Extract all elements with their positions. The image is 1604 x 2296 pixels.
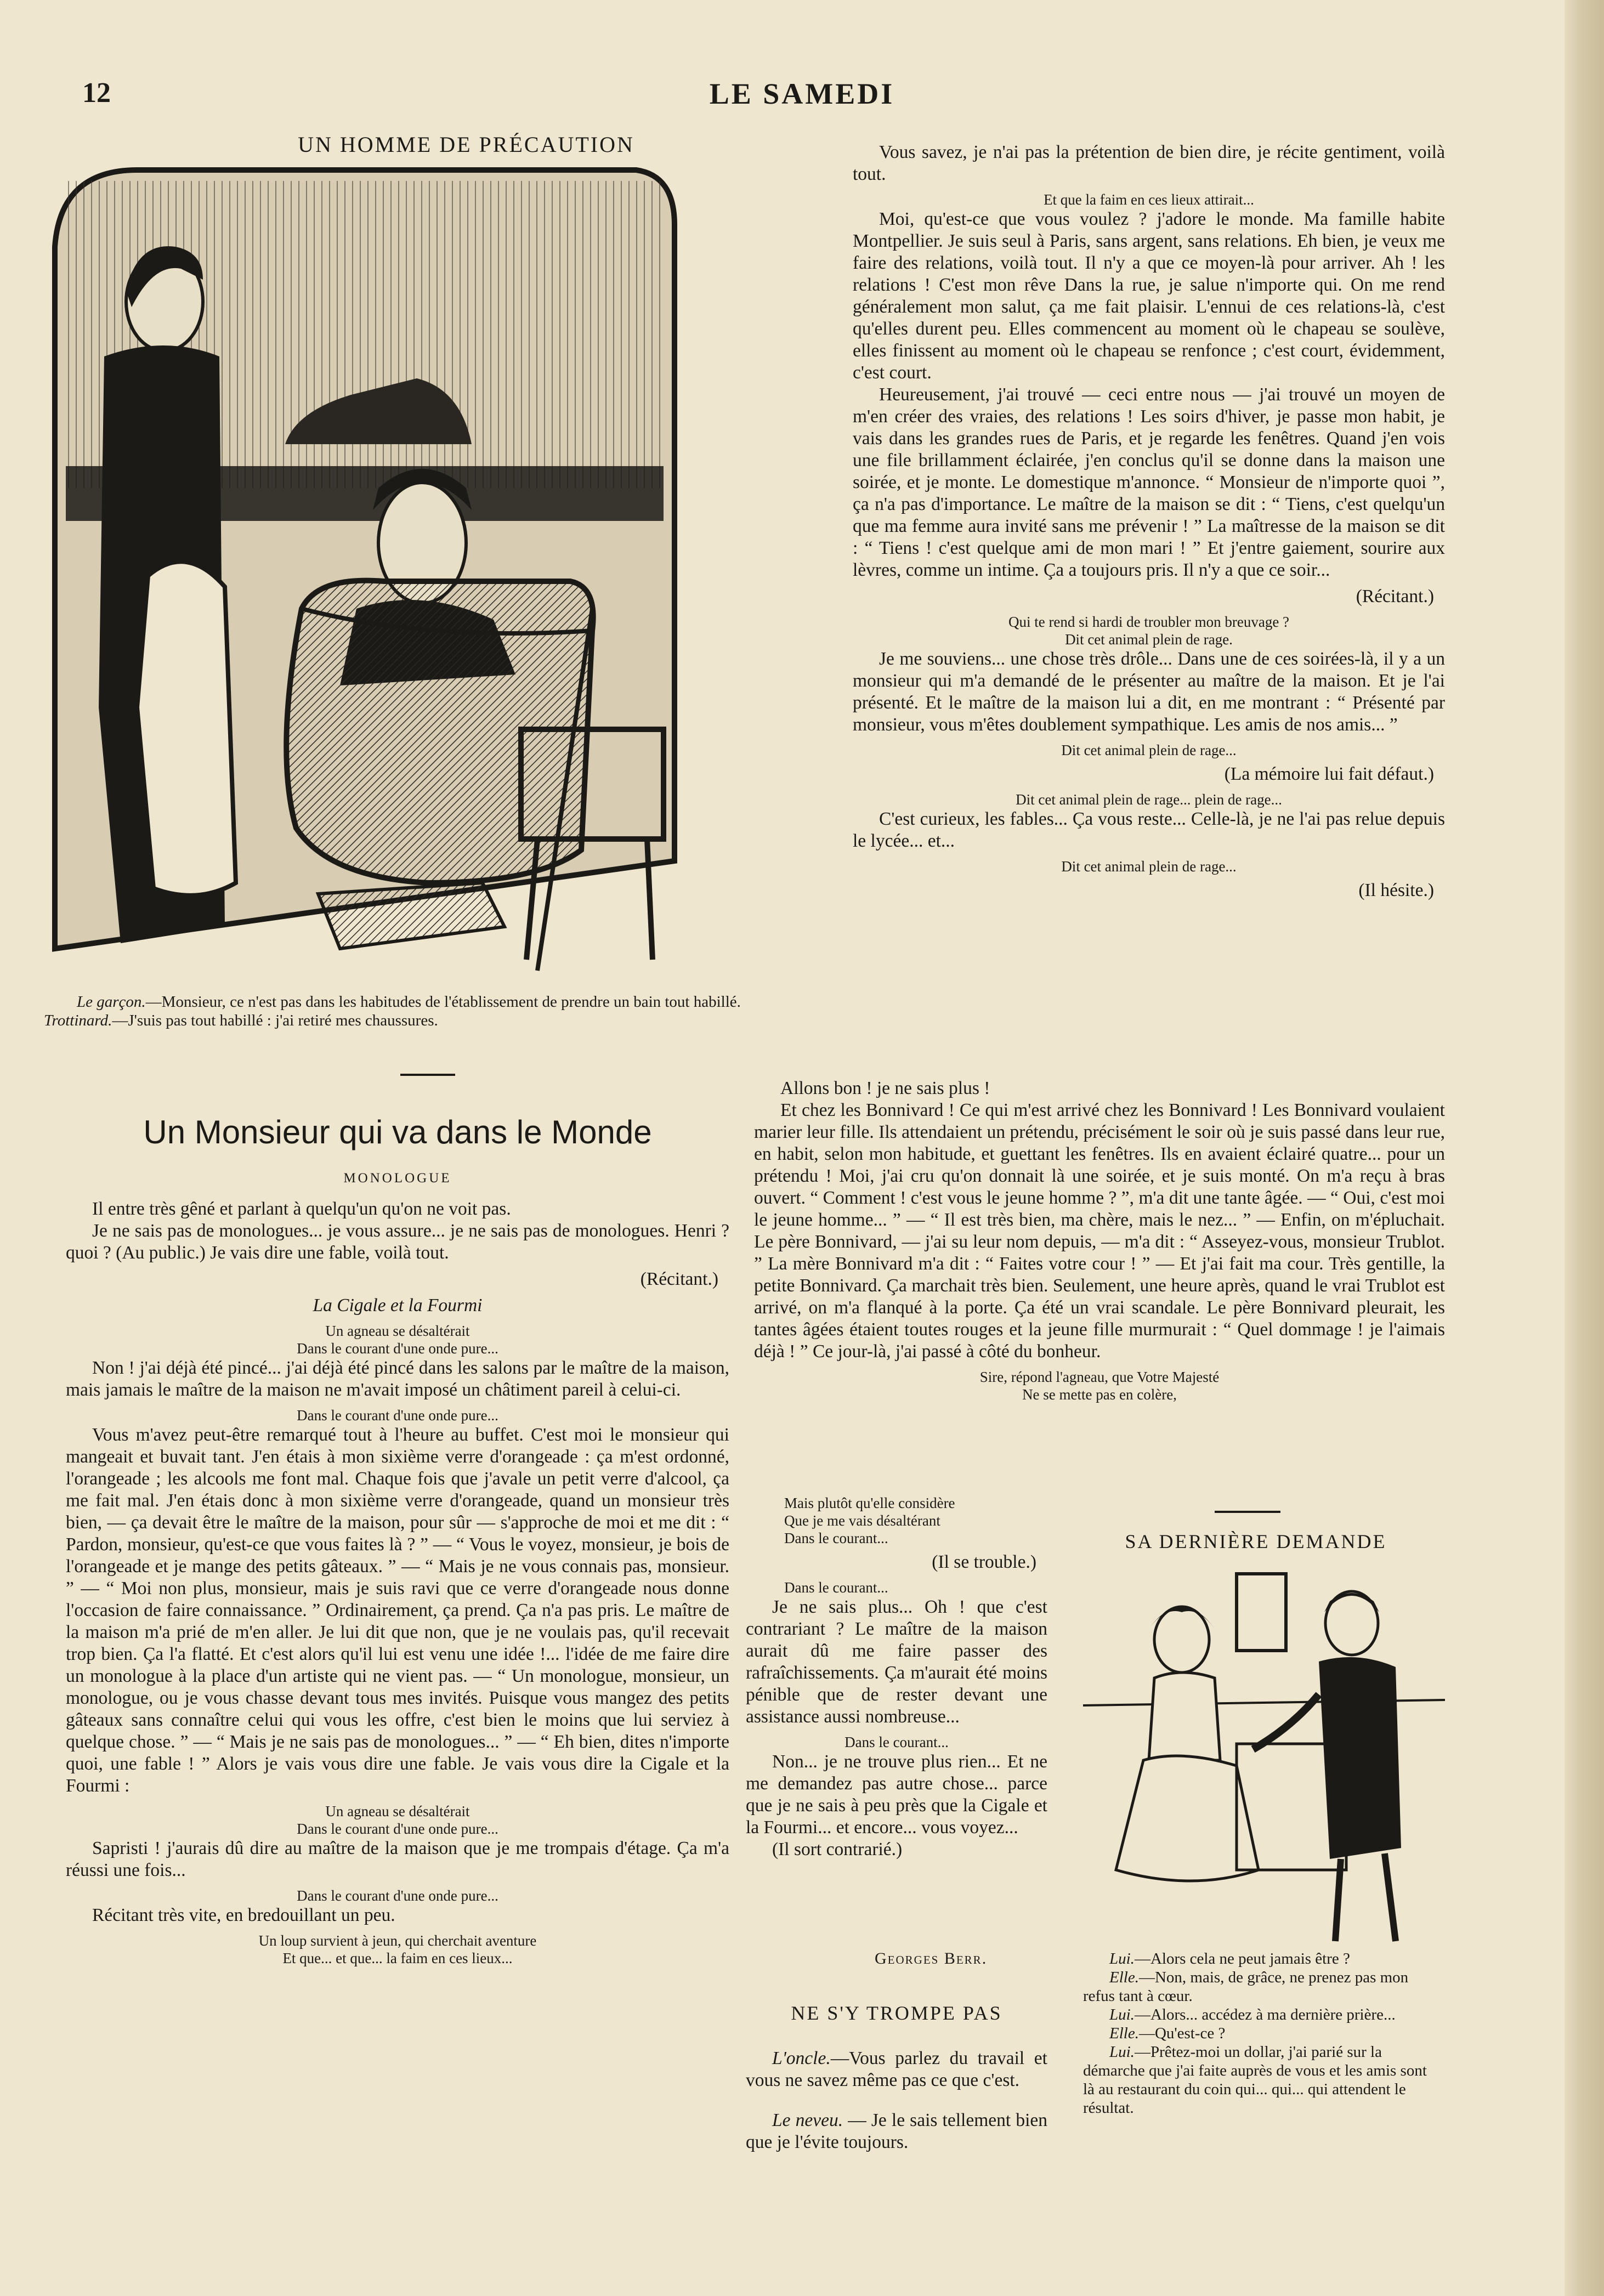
verse-line: Un agneau se désaltérait — [325, 1323, 470, 1339]
joke-text — [746, 2029, 1047, 2172]
joke-title: NE S'Y TROMPE PAS — [791, 2002, 1002, 2024]
verse-line: Dans le courant... — [784, 1530, 888, 1546]
dialogue-line-2: Elle.—Non, mais, de grâce, ne prenez pas mon refus tant à cœur. — [1083, 1969, 1409, 2005]
cartoon-caption — [44, 993, 812, 1030]
paragraph: C'est curieux, les fables... Ça vous reste... Celle-là, je ne l'ai pas relue depuis le lycée... et... — [853, 809, 1445, 851]
verse-line: Et que la faim en ces lieux attirait... — [1044, 191, 1254, 208]
verse-line: Dans le courant d'une onde pure... — [297, 1821, 498, 1837]
cartoon-title: UN HOMME DE PRÉCAUTION — [298, 132, 634, 157]
verse-line: Qui te rend si hardi de troubler mon breuvage ? — [1008, 614, 1290, 630]
stage-direction: (Il hésite.) — [1358, 880, 1434, 900]
verse-line: Dit cet animal plein de rage. — [1065, 631, 1233, 648]
paragraph: Vous savez, je n'ai pas la prétention de bien dire, je récite gentiment, voilà tout. — [853, 142, 1445, 184]
verse-line: Sire, répond l'agneau, que Votre Majesté — [979, 1369, 1220, 1385]
joke-line-2: Le neveu. — Je le sais tellement bien que je l'évite toujours. — [746, 2110, 1047, 2152]
verse-line: Dans le courant... — [844, 1734, 949, 1750]
verse-line: Dit cet animal plein de rage... — [1061, 858, 1237, 875]
paragraph: Je ne sais pas de monologues... je vous assure... je ne sais pas de monologues. Henri ? quoi ? (Au public.) Je vais dire une fable, voilà tout. — [66, 1221, 729, 1263]
monologue-right-column — [853, 141, 1445, 906]
verse-line: Un loup survient à jeun, qui cherchait aventure — [258, 1932, 537, 1949]
dialogue-line-1: Lui.—Alors cela ne peut jamais être ? — [1109, 1950, 1350, 1968]
monologue-title: Un Monsieur qui va dans le Monde — [143, 1114, 652, 1150]
stage-direction: (Il se trouble.) — [932, 1552, 1036, 1572]
verse-line: Dans le courant... — [784, 1579, 888, 1596]
couple-illustration — [1072, 1563, 1445, 1947]
paragraph: Allons bon ! je ne sais plus ! — [780, 1078, 990, 1098]
paragraph: Moi, qu'est-ce que vous voulez ? j'adore le monde. Ma famille habite Montpellier. Je suis seul à Paris, sans argent, sans relations. Eh bien, je veux me faire des relations, voilà tout. Il n'y a que ce moyen-là pour arriver. Ah ! les relations ! C'est mon rêve Dans la rue, je salue n'importe qui. On me rend généralement mon salut, ça me fait plaisir. L'ennui de ces relations-là, c'est qu'elles durent peu. Elles commencent au moment où le chapeau se soulève, elles finissent au moment où le chapeau se renfonce ; c'est court, évidemment, c'est court. — [853, 209, 1445, 383]
caption-line-2: Trottinard.—J'suis pas tout habillé : j'ai retiré mes chaussures. — [44, 1012, 438, 1029]
divider — [400, 1074, 455, 1076]
monologue-subtitle: MONOLOGUE — [343, 1171, 452, 1186]
newspaper-title: LE SAMEDI — [709, 77, 895, 110]
paragraph: Il entre très gêné et parlant à quelqu'un qu'on ne voit pas. — [92, 1199, 511, 1219]
dialogue-line-5: Lui.—Prêtez-moi un dollar, j'ai parié sur la démarche que j'ai faite auprès de vous et les amis sont là au restaurant du coin qui... qui... qui attendent le résultat. — [1083, 2043, 1427, 2117]
paragraph: Heureusement, j'ai trouvé — ceci entre nous — j'ai trouvé un moyen de m'en créer des vraies, des relations ! Les soirs d'hiver, je passe mon habit, je vais dans les grandes rues de Paris, et je regarde les fenêtres. Quand j'en vois une file brillamment éclairée, j'en conclus qu'il se donne dans la maison une soirée, et je monte. Le domestique m'annonce. “ Monsieur de n'importe quoi ”, ça n'a pas d'importance. Le maître de la maison se dit : “ Tiens, c'est quelqu'un que ma femme aura invité sans me prévenir ! ” La maîtresse de la maison se dit : “ Tiens ! c'est quelque ami de mon mari ! ” Et j'entre gaiement, sourire aux lèvres, comme un intime. Ça a toujours pris. Il n'y a que ce soir... — [853, 384, 1445, 580]
page-number: 12 — [82, 77, 111, 109]
page-edge — [1565, 0, 1604, 2296]
paragraph: Non ! j'ai déjà été pincé... j'ai déjà été pincé dans les salons par le maître de la maison, mais jamais le maître de la maison ne m'avait imposé un châtiment pareil à celui-ci. — [66, 1358, 729, 1400]
last-request-text — [1083, 1949, 1439, 2117]
last-request-title: SA DERNIÈRE DEMANDE — [1125, 1530, 1387, 1552]
divider-2 — [1215, 1511, 1280, 1513]
paragraph: Je ne sais plus... Oh ! que c'est contrariant ? Le maître de la maison aurait dû me faire passer des rafraîchissements. Ça m'aurait été moins pénible que de rester devant une assistance aussi nombreuse... — [746, 1597, 1047, 1727]
monologue-left-column — [66, 1198, 729, 1967]
stage-direction: (Il sort contrarié.) — [772, 1839, 903, 1860]
monologue-narrow-column — [746, 1494, 1047, 1861]
joke-line-1: L'oncle.—Vous parlez du travail et vous ne savez même pas ce que c'est. — [746, 2048, 1047, 2090]
stage-direction: (Récitant.) — [1356, 586, 1434, 606]
verse-line: Et que... et que... la faim en ces lieux... — [282, 1950, 513, 1966]
dialogue-line-3: Lui.—Alors... accédez à ma dernière prière... — [1109, 2006, 1396, 2023]
author: Georges Berr. — [875, 1949, 988, 1968]
paragraph: Et chez les Bonnivard ! Ce qui m'est arrivé chez les Bonnivard ! Les Bonnivard voulaient marier leur fille. Ils attendaient un prétendu, précisément le soir où je suis passé dans leur rue, en habit, selon mon habitude, et guettant les fenêtres. Ils en avaient éclairé quatre... pour un prétendu ! Moi, j'ai cru qu'on donnait là une soirée, et je suis monté. On m'a reçu à bras ouvert. “ Comment ! c'est vous le jeune homme ? ”, m'a dit une tante âgée. — “ Oui, c'est moi le jeune homme... ” — “ Il est très bien, ma chère, mais le nez... ” — Enfin, on m'épluchait. Le père Bonnivard, — j'ai su leur nom depuis, — m'a dit : “ Asseyez-vous, monsieur Trublot. ” La mère Bonnivard m'a dit : “ Faites votre cour ! ” — Et j'ai fait ma cour. Très gentille, la petite Bonnivard. Ça marchait très bien. Seulement, une heure après, quand le vrai Trublot est arrivé, on m'a flanqué à la porte. Ça été un vrai scandale. Le père Bonnivard pleurait, les tantes âgées étaient toutes rouges et la jeune fille murmurait : “ Quel dommage ! je l'aimais déjà ! ” Ce jour-là, j'ai passé à côté du bonheur. — [754, 1100, 1445, 1362]
dialogue-line-4: Elle.—Qu'est-ce ? — [1109, 2025, 1226, 2042]
verse-line: Dit cet animal plein de rage... — [1061, 742, 1237, 758]
verse-line: Dans le courant d'une onde pure... — [297, 1887, 498, 1904]
verse-line: Que je me vais désaltérant — [784, 1512, 940, 1529]
verse-line: Mais plutôt qu'elle considère — [784, 1495, 955, 1511]
paragraph: Vous m'avez peut-être remarqué tout à l'heure au buffet. C'est moi le monsieur qui mangeait et buvait tant. J'en étais à mon sixième verre d'orangeade : ça m'est ordonné, l'orangeade ; les alcools me font mal. Chaque fois que j'avale un petit verre d'alcool, ça me fait mal. J'en étais donc à mon sixième verre d'orangeade, quand un monsieur très bien, — ça devait être le maître de la maison, pour sûr — s'approche de moi et me dit : “ Pardon, monsieur, qu'est-ce que vous faites là ? ” — “ Vous le voyez, monsieur, je bois de l'orangeade et je mange des petits gâteaux. ” — “ Mais je ne vous connais pas, monsieur. ” — “ Moi non plus, monsieur, mais je suis ravi que ce verre d'orangeade nous donne l'occasion de faire connaissance. ” Ordinairement, ça prend. Ça n'a pas pris. Le maître de la maison m'a prié de m'en aller. Je lui dit que non, que je ne voulais pas, qu'il recevait trop bien. Ça l'a flatté. Et c'est alors qu'il lui est venu une idée !... l'idée de me faire dire un monologue à la place d'un artiste qui ne vient pas. — “ Un monologue, monsieur, un monologue, ou je vous chasse devant tous mes invités. Puisque vous mangez des petits gâteaux sans connaître celui qui vous les offre, c'est bien le moins que lui serviez à quelque chose. ” — “ Mais je ne sais pas de monologues... ” — “ Eh bien, dites n'importe quoi, une fable ! ” Alors je vais vous dire une fable. Je vais vous dire la Cigale et la Fourmi : — [66, 1425, 729, 1796]
paragraph: Sapristi ! j'aurais dû dire au maître de la maison que je me trompais d'étage. Ça m'a réussi une fois... — [66, 1838, 729, 1880]
verse-line: Ne se mette pas en colère, — [1022, 1386, 1177, 1403]
stage-direction: (La mémoire lui fait défaut.) — [1224, 764, 1434, 784]
paragraph: Je me souviens... une chose très drôle... Dans une de ces soirées-là, il y a un monsieur qui m'a demandé de le présenter au maître de la maison. Et je l'ai présenté. Et le maître de la maison lui a dit, en me montrant : “ Présenté par monsieur, vous m'êtes doublement sympathique. Les amis de nos amis... ” — [853, 649, 1445, 735]
bathtub-illustration — [44, 159, 680, 982]
paragraph: Non... je ne trouve plus rien... Et ne me demandez pas autre chose... parce que je ne sais à peu près que la Cigale et la Fourmi... et encore... vous voyez... — [746, 1751, 1047, 1838]
fable-title: La Cigale et la Fourmi — [313, 1295, 483, 1316]
verse-line: Dit cet animal plein de rage... plein de rage... — [1016, 791, 1282, 808]
paragraph: Récitant très vite, en bredouillant un peu. — [92, 1905, 395, 1925]
stage-direction: (Récitant.) — [640, 1269, 718, 1289]
verse-line: Un agneau se désaltérait — [325, 1803, 470, 1819]
verse-line: Dans le courant d'une onde pure... — [297, 1407, 498, 1424]
verse-line: Dans le courant d'une onde pure... — [297, 1340, 498, 1357]
caption-line-1: Le garçon.—Monsieur, ce n'est pas dans les habitudes de l'établissement de prendre un bain tout habillé. — [77, 993, 741, 1011]
monologue-lower-block — [754, 1078, 1445, 1403]
